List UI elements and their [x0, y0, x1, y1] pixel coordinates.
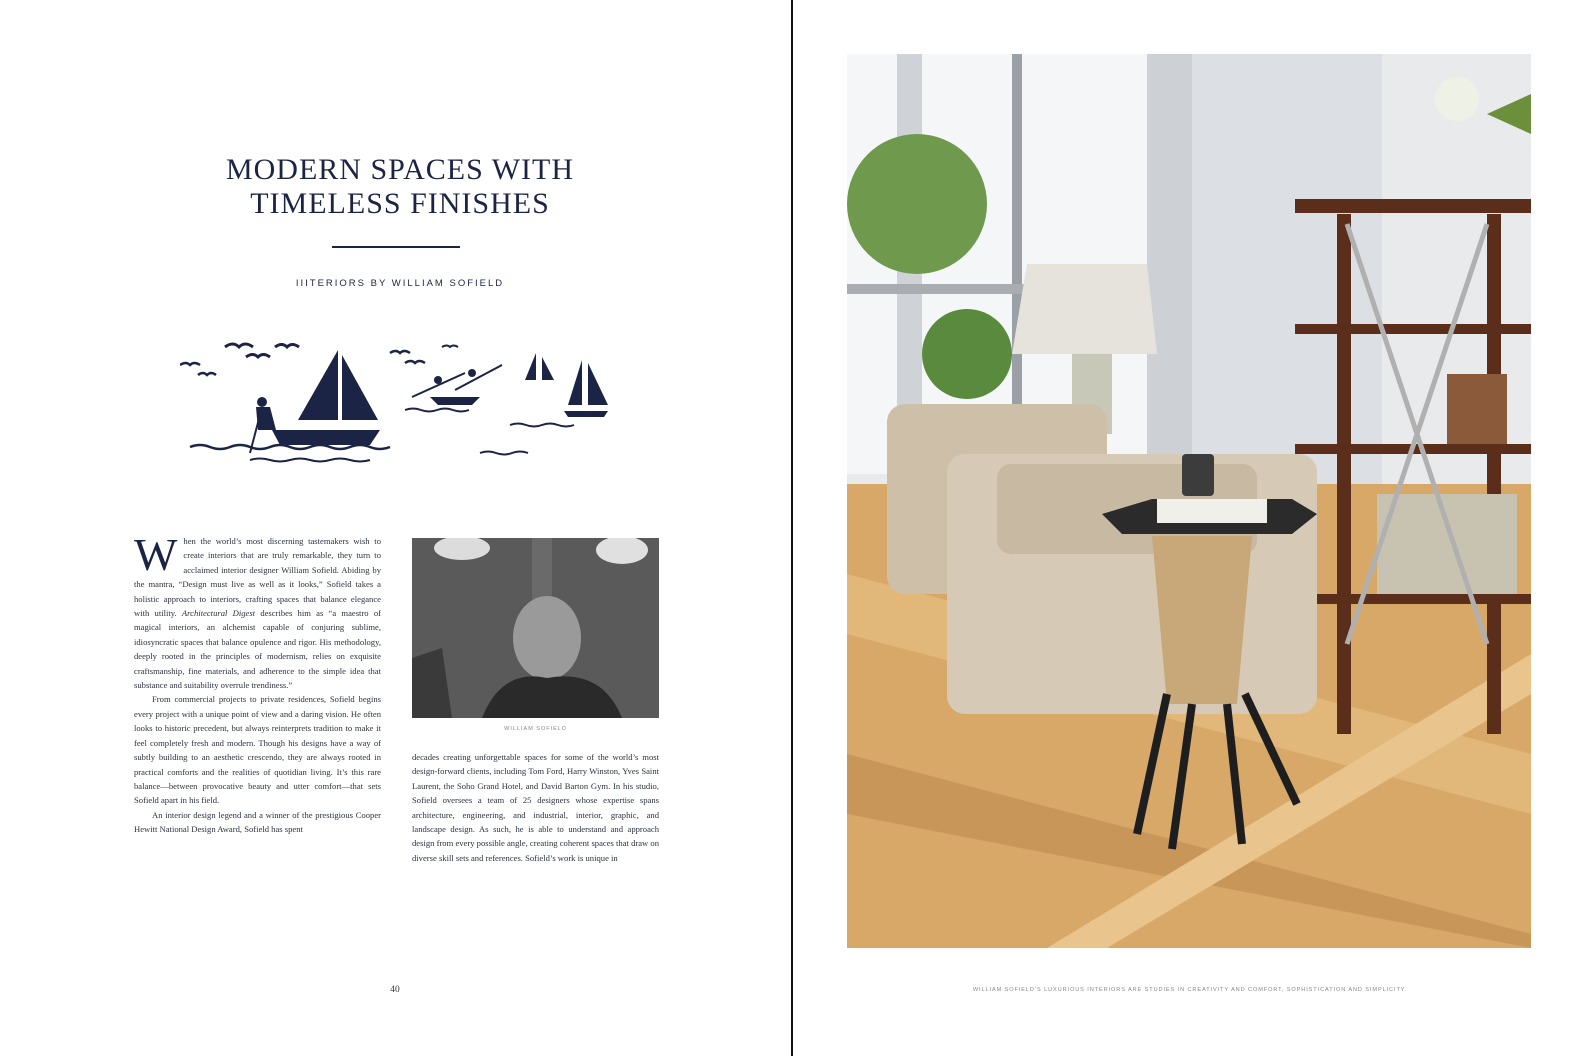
article-column-left: [134, 529, 382, 837]
paragraph-3-continued: decades creating unforgettable spaces for some of the world’s most design-forward clients, including Tom Ford, Harry Winston, Yves Saint Laurent, the Soho Grand Hotel, and David Barton Gym. In his studio, Sofield oversees a team of 25 designers whose expertise spans architecture, engineering, and industrial, interior, graphic, and landscape design. As such, he is able to understand and approach design from every possible angle, creating coherent spaces that draw on diverse skill sets and references. Sofield’s work is unique in: [412, 752, 659, 863]
paragraph-3: An interior design legend and a winner of the prestigious Cooper Hewitt National Design Award, Sofield has spent: [134, 809, 381, 835]
paragraph-2: From commercial projects to private residences, Sofield begins every project with a unique point of view and a daring vision. He often looks to historic precedent, but always reinterprets tradition to make it feel completely fresh and modern. Though his designs have a way of subtly building to an aesthetic crescendo, they are always rooted in practical comforts and the realities of quotidian living. It’s this rare balance—between provocative beauty and utter comfort—that sets Sofield apart in his field.: [134, 694, 381, 806]
portrait-photo: [412, 538, 659, 718]
portrait-caption: WILLIAM SOFIELD: [504, 726, 567, 732]
publication-name: Architectural Digest: [181, 608, 256, 619]
paragraph-1: [134, 529, 382, 692]
byline: IIITERIORS BY WILLIAM SOFIELD: [295, 278, 505, 289]
sailing-illustration: [180, 335, 620, 470]
photo-caption: WILLIAM SOFIELD’S LUXURIOUS INTERIORS ARE STUDIES IN CREATIVITY AND COMFORT, SOPHISTICATION AND SIMPLICITY.: [972, 987, 1408, 993]
page-gutter: [791, 0, 793, 1056]
title-rule: [332, 246, 460, 248]
paragraph-1-intro: hen the world’s most discerning tastemakers wish to create interiors that are truly remarkable, they turn to acclaimed interior designer William Sofield. Abiding by the mantra, “Design must live as well as it looks,” Sofield takes a holistic approach to interiors, crafting spaces that balance elegance with utility.: [134, 536, 381, 619]
title-line-2: TIMELESS FINISHES: [250, 187, 550, 220]
title-line-1: MODERN SPACES WITH: [225, 153, 575, 186]
page-number: 40: [390, 985, 400, 995]
paragraph-1-rest: describes him as “a maestro of magical interiors, an alchemist capable of conjuring sublime, idiosyncratic spaces that balance opulence and rigor. His methodology, deeply rooted in the principles of modernism, relies on exquisite craftsmanship, fine materials, and adherence to the simple idea that substance and suitability overrule trendiness.”: [134, 608, 382, 691]
interior-photo: [847, 54, 1531, 948]
article-title: [150, 153, 650, 221]
article-column-right: [412, 750, 659, 865]
drop-cap: W: [134, 529, 178, 580]
